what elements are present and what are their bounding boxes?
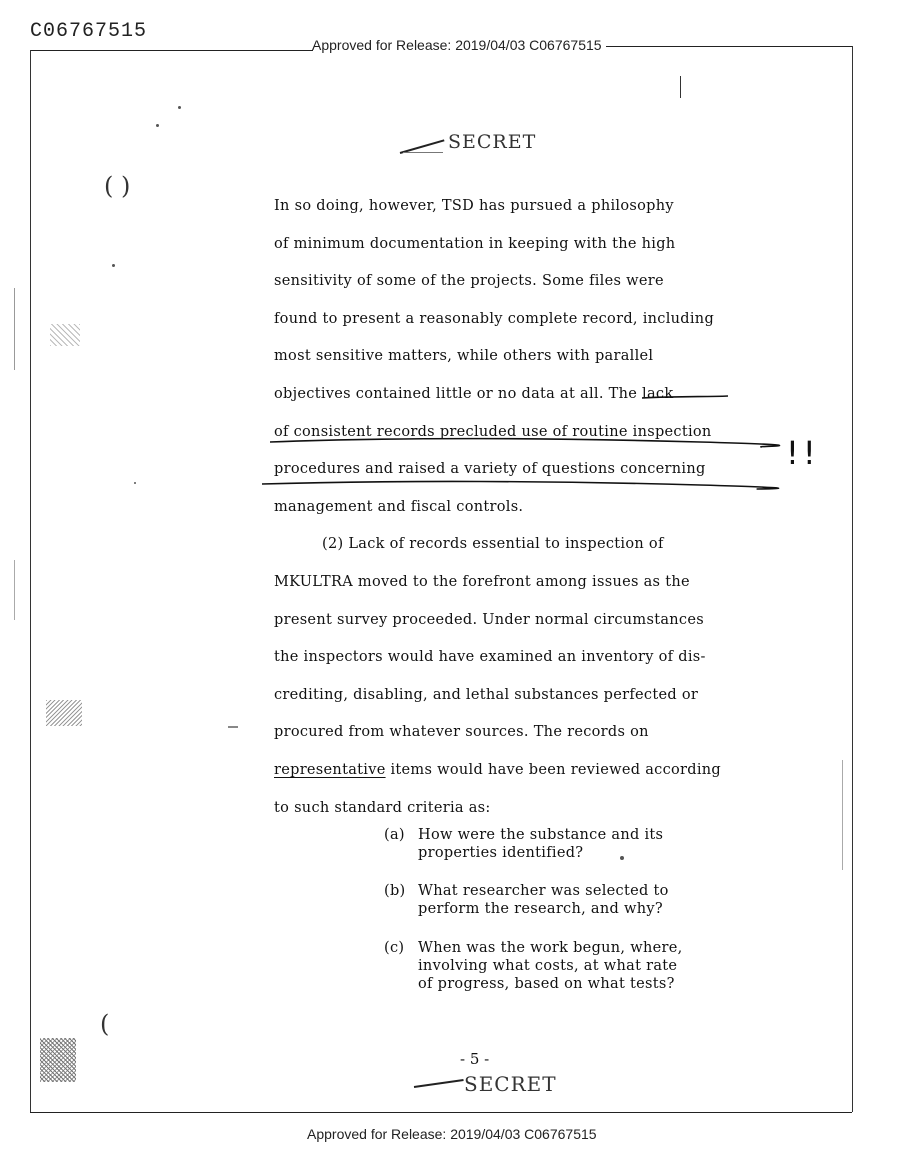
speck [228, 726, 238, 728]
body-line: objectives contained little or no data at all. The lack [274, 385, 674, 402]
underlined-word: representative [274, 761, 386, 778]
body-line-rest: items would have been reviewed according [385, 761, 721, 778]
question-line: perform the research, and why? [418, 901, 663, 917]
margin-note: !! [786, 434, 820, 472]
body-line: the inspectors would have examined an inventory of dis- [274, 649, 706, 666]
question-line: of progress, based on what tests? [418, 976, 675, 992]
page-number: - 5 - [460, 1050, 490, 1068]
body-line: sensitivity of some of the projects. Some files were [274, 273, 664, 290]
strikeout-bottom [414, 1079, 464, 1088]
body-line: MKULTRA moved to the forefront among issues as the [274, 573, 690, 590]
noise-block [46, 700, 82, 726]
question-c [384, 939, 744, 993]
body-line: of minimum documentation in keeping with the high [274, 235, 676, 252]
classification-bottom [464, 1072, 557, 1096]
page-border-bottom [30, 1112, 852, 1113]
document-id: C06767515 [30, 20, 148, 43]
question-line: properties identified? [418, 845, 584, 861]
body-line: found to present a reasonably complete record, including [274, 310, 715, 327]
question-b [384, 882, 744, 918]
handwritten-underline [0, 0, 900, 520]
body-line: In so doing, however, TSD has pursued a philosophy [274, 198, 674, 214]
noise-block [40, 1038, 76, 1082]
question-line: When was the work begun, where, [418, 940, 683, 956]
classification-top-label: SECRET [448, 131, 537, 153]
question-label: (b) [384, 883, 406, 899]
body-line [274, 752, 774, 790]
margin-bracket-bottom: ( [100, 1010, 110, 1038]
question-line: involving what costs, at what rate [418, 958, 678, 974]
question-label: (a) [384, 827, 405, 843]
body-line: to such standard criteria as: [274, 799, 491, 816]
body-line: procured from whatever sources. The records on [274, 724, 649, 741]
question-line: What researcher was selected to [418, 883, 669, 899]
body-line: crediting, disabling, and lethal substances perfected or [274, 686, 699, 703]
body-line: present survey proceeded. Under normal circumstances [274, 611, 704, 628]
margin-bracket-top: ( ) [104, 172, 131, 200]
question-label: (c) [384, 940, 405, 956]
release-stamp-bottom: Approved for Release: 2019/04/03 C06767515 [307, 1126, 597, 1142]
scan-mark-left-2 [14, 560, 15, 620]
question-a [384, 826, 744, 862]
release-stamp-top: Approved for Release: 2019/04/03 C06767515 [312, 37, 602, 53]
body-line: (2) Lack of records essential to inspection of [322, 536, 664, 553]
body-line: procedures and raised a variety of questions concerning [274, 461, 706, 478]
body-line: management and fiscal controls. [274, 498, 524, 515]
scan-mark-right [842, 760, 843, 870]
classification-bottom-label: SECRET [464, 1072, 557, 1096]
body-line: of consistent records precluded use of routine inspection [274, 423, 712, 440]
body-line: most sensitive matters, while others with parallel [274, 348, 654, 365]
question-line: How were the substance and its [418, 827, 664, 843]
